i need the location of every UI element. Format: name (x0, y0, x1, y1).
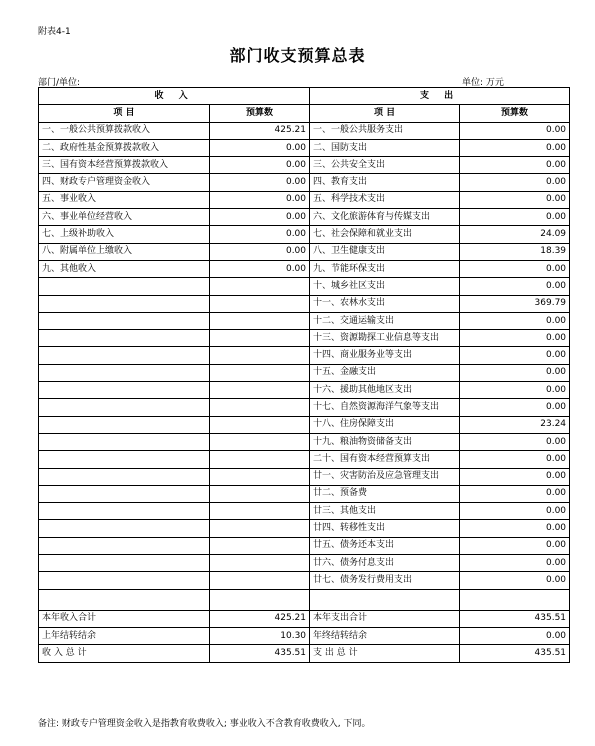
income-item-cell: 二、政府性基金预算拨款收入 (39, 139, 210, 156)
table-row (39, 382, 570, 399)
expense-value-cell: 0.00 (460, 278, 570, 295)
expense-value-cell: 23.24 (460, 416, 570, 433)
income-item-cell: 七、上级补助收入 (39, 226, 210, 243)
expense-value-cell: 0.00 (460, 347, 570, 364)
table-row (39, 468, 570, 485)
income-item-cell: 四、财政专户管理资金收入 (39, 174, 210, 191)
expense-value-cell: 0.00 (460, 399, 570, 416)
form-id: 附表4-1 (38, 27, 71, 37)
income-item-cell (39, 347, 210, 364)
expense-value-cell: 0.00 (460, 139, 570, 156)
section-header-row (39, 88, 570, 105)
expense-item-cell: 廿五、债务还本支出 (310, 537, 460, 554)
expense-value-cell: 0.00 (460, 312, 570, 329)
income-item-cell (39, 485, 210, 502)
table-row (39, 157, 570, 174)
income-value-cell (210, 416, 310, 433)
expense-item-cell: 十一、农林水支出 (310, 295, 460, 312)
income-value-cell (210, 382, 310, 399)
expense-value-cell: 0.00 (460, 572, 570, 589)
expense-item-cell: 五、科学技术支出 (310, 191, 460, 208)
expense-item-cell: 十四、商业服务业等支出 (310, 347, 460, 364)
income-value-cell (210, 503, 310, 520)
expense-item-cell: 廿七、债务发行费用支出 (310, 572, 460, 589)
income-item-cell (39, 330, 210, 347)
table-row (39, 312, 570, 329)
expense-item-cell: 十三、资源勘探工业信息等支出 (310, 330, 460, 347)
expense-value-cell: 0.00 (460, 520, 570, 537)
table-row (39, 520, 570, 537)
income-item-cell (39, 295, 210, 312)
table-row (39, 295, 570, 312)
expense-item-cell: 廿一、灾害防治及应急管理支出 (310, 468, 460, 485)
expense-budget-column-header: 预算数 (460, 105, 570, 122)
table-row (39, 364, 570, 381)
expense-grand-total-value: 435.51 (460, 645, 570, 662)
expense-item-cell: 廿六、债务付息支出 (310, 555, 460, 572)
income-item-cell (39, 572, 210, 589)
table-row (39, 485, 570, 502)
expense-item-cell: 十九、粮油物资储备支出 (310, 433, 460, 450)
expense-value-cell: 0.00 (460, 537, 570, 554)
income-item-cell: 九、其他收入 (39, 260, 210, 277)
income-item-cell (39, 382, 210, 399)
table-row (39, 174, 570, 191)
expense-value-cell: 0.00 (460, 191, 570, 208)
expense-value-cell: 0.00 (460, 555, 570, 572)
expense-item-cell: 九、节能环保支出 (310, 260, 460, 277)
prior-carryover-value: 10.30 (210, 627, 310, 644)
income-total-label: 本年收入合计 (39, 610, 210, 627)
income-value-cell (210, 555, 310, 572)
income-value-cell (210, 537, 310, 554)
spacer-row (39, 589, 570, 610)
income-value-cell: 0.00 (210, 157, 310, 174)
page-title: 部门收支预算总表 (229, 46, 366, 65)
expense-value-cell: 0.00 (460, 364, 570, 381)
expense-value-cell: 0.00 (460, 468, 570, 485)
year-end-carryover-label: 年终结转结余 (310, 627, 460, 644)
income-value-cell (210, 468, 310, 485)
income-value-cell (210, 572, 310, 589)
income-item-cell (39, 468, 210, 485)
table-row (39, 330, 570, 347)
expense-item-cell: 十五、金融支出 (310, 364, 460, 381)
income-value-cell (210, 278, 310, 295)
expense-item-cell: 四、教育支出 (310, 174, 460, 191)
income-value-cell (210, 520, 310, 537)
spacer-cell (310, 589, 460, 610)
expense-value-cell: 0.00 (460, 433, 570, 450)
income-item-cell (39, 503, 210, 520)
table-row (39, 122, 570, 139)
table-row (39, 399, 570, 416)
expense-item-column-header: 项 目 (310, 105, 460, 122)
table-body (39, 122, 570, 589)
income-value-cell (210, 451, 310, 468)
expense-item-cell: 十、城乡社区支出 (310, 278, 460, 295)
income-item-cell (39, 312, 210, 329)
expense-value-cell: 0.00 (460, 451, 570, 468)
table-row (39, 243, 570, 260)
income-value-cell: 425.21 (210, 122, 310, 139)
income-value-cell: 0.00 (210, 260, 310, 277)
expense-value-cell: 0.00 (460, 485, 570, 502)
expense-value-cell: 0.00 (460, 174, 570, 191)
income-item-column-header: 项 目 (39, 105, 210, 122)
expense-value-cell: 18.39 (460, 243, 570, 260)
income-item-cell: 八、附属单位上缴收入 (39, 243, 210, 260)
income-budget-column-header: 预算数 (210, 105, 310, 122)
expense-value-cell: 0.00 (460, 503, 570, 520)
income-section-header: 收 入 (39, 88, 310, 105)
table-row (39, 555, 570, 572)
expense-value-cell: 0.00 (460, 382, 570, 399)
expense-item-cell: 一、一般公共服务支出 (310, 122, 460, 139)
income-grand-total-label: 收 入 总 计 (39, 645, 210, 662)
income-value-cell: 0.00 (210, 226, 310, 243)
carryover-row (39, 627, 570, 644)
table-row (39, 433, 570, 450)
expense-item-cell: 十八、住房保障支出 (310, 416, 460, 433)
income-item-cell: 一、一般公共预算拨款收入 (39, 122, 210, 139)
expense-value-cell: 0.00 (460, 260, 570, 277)
year-end-carryover-value: 0.00 (460, 627, 570, 644)
income-item-cell (39, 451, 210, 468)
expense-value-cell: 24.09 (460, 226, 570, 243)
spacer-cell (460, 589, 570, 610)
expense-item-cell: 廿四、转移性支出 (310, 520, 460, 537)
table-row (39, 209, 570, 226)
table-row (39, 503, 570, 520)
table-row (39, 191, 570, 208)
income-total-value: 425.21 (210, 610, 310, 627)
income-item-cell: 五、事业收入 (39, 191, 210, 208)
income-value-cell: 0.00 (210, 209, 310, 226)
income-item-cell: 三、国有资本经营预算拨款收入 (39, 157, 210, 174)
grand-total-row (39, 645, 570, 662)
income-item-cell (39, 537, 210, 554)
income-value-cell: 0.00 (210, 174, 310, 191)
table-row (39, 139, 570, 156)
expense-value-cell: 0.00 (460, 122, 570, 139)
income-item-cell: 六、事业单位经营收入 (39, 209, 210, 226)
department-label: 部门/单位: (38, 78, 81, 88)
expense-section-header: 支 出 (310, 88, 570, 105)
income-value-cell (210, 364, 310, 381)
spacer-cell (210, 589, 310, 610)
expense-value-cell: 0.00 (460, 209, 570, 226)
expense-item-cell: 二、国防支出 (310, 139, 460, 156)
table-row (39, 451, 570, 468)
income-value-cell (210, 330, 310, 347)
expense-total-label: 本年支出合计 (310, 610, 460, 627)
totals-body (39, 589, 570, 662)
income-value-cell: 0.00 (210, 243, 310, 260)
table-row (39, 572, 570, 589)
table-row (39, 278, 570, 295)
expense-value-cell: 0.00 (460, 157, 570, 174)
expense-item-cell: 八、卫生健康支出 (310, 243, 460, 260)
table-row (39, 416, 570, 433)
income-value-cell: 0.00 (210, 139, 310, 156)
expense-item-cell: 二十、国有资本经营预算支出 (310, 451, 460, 468)
footnote: 备注: 财政专户管理资金收入是指教育收费收入; 事业收入不含教育收费收入, 下同。 (38, 719, 371, 729)
expense-item-cell: 十六、援助其他地区支出 (310, 382, 460, 399)
table-row (39, 537, 570, 554)
expense-total-value: 435.51 (460, 610, 570, 627)
income-value-cell (210, 347, 310, 364)
income-value-cell: 0.00 (210, 191, 310, 208)
expense-value-cell: 0.00 (460, 330, 570, 347)
table-row (39, 347, 570, 364)
table-row (39, 260, 570, 277)
income-value-cell (210, 485, 310, 502)
income-value-cell (210, 433, 310, 450)
expense-item-cell: 七、社会保障和就业支出 (310, 226, 460, 243)
income-grand-total-value: 435.51 (210, 645, 310, 662)
budget-summary-table (38, 87, 570, 663)
total-row (39, 610, 570, 627)
prior-carryover-label: 上年结转结余 (39, 627, 210, 644)
income-item-cell (39, 364, 210, 381)
income-value-cell (210, 399, 310, 416)
expense-item-cell: 三、公共安全支出 (310, 157, 460, 174)
table-row (39, 226, 570, 243)
expense-item-cell: 十七、自然资源海洋气象等支出 (310, 399, 460, 416)
expense-item-cell: 廿三、其他支出 (310, 503, 460, 520)
spacer-cell (39, 589, 210, 610)
income-item-cell (39, 433, 210, 450)
income-item-cell (39, 278, 210, 295)
expense-value-cell: 369.79 (460, 295, 570, 312)
column-header-row (39, 105, 570, 122)
income-item-cell (39, 416, 210, 433)
expense-item-cell: 六、文化旅游体育与传媒支出 (310, 209, 460, 226)
expense-item-cell: 十二、交通运输支出 (310, 312, 460, 329)
income-item-cell (39, 520, 210, 537)
income-value-cell (210, 312, 310, 329)
expense-item-cell: 廿二、预备费 (310, 485, 460, 502)
expense-grand-total-label: 支 出 总 计 (310, 645, 460, 662)
income-value-cell (210, 295, 310, 312)
income-item-cell (39, 399, 210, 416)
unit-label: 单位: 万元 (462, 78, 504, 88)
income-item-cell (39, 555, 210, 572)
